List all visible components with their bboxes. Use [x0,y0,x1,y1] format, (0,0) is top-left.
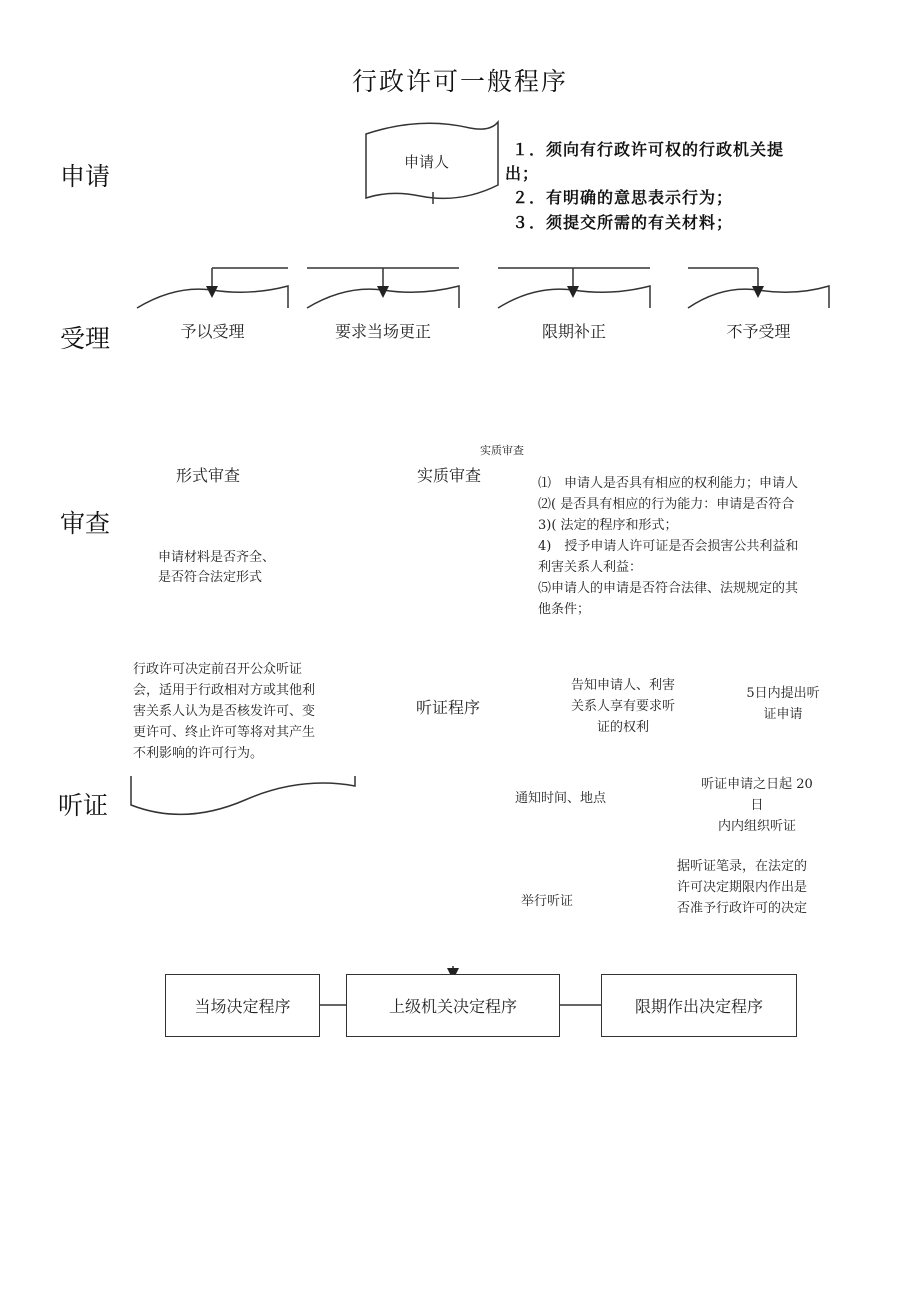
accept-option-2: 要求当场更正 [334,322,431,341]
substantive-item: 4) 授予申请人许可证是否会损害公共利益和 [538,539,799,554]
substantive-review-label: 实质审查 [417,466,482,485]
decision-label: 上级机关决定程序 [388,997,517,1016]
decision-box-onsite [165,974,320,1037]
notify-rights-line: 告知申请人、利害 [570,678,675,693]
substantive-item: ⑴ 申请人是否具有相应的权利能力；申请人 [538,476,799,491]
stage-review: 审查 [60,509,111,538]
accept-option-1: 予以受理 [180,322,245,341]
hold-hearing: 举行听证 [521,894,574,909]
substantive-review-small: 实质审查 [480,444,524,457]
stage-accept: 受理 [60,324,111,353]
substantive-review-items [538,473,868,620]
twenty-days-organize [686,774,828,837]
twenty-days-line: 听证申请之日起 20 [701,777,813,792]
accept-option-4: 不予受理 [726,322,791,341]
formal-review-desc-1: 申请材料是否齐全、 [158,550,276,565]
hearing-decision-line: 据听证笔录，在法定的 [677,859,808,874]
hearing-decision-line: 否准予行政许可的决定 [677,901,808,916]
notify-rights-line: 证的权利 [596,720,649,735]
substantive-item: ⑸申请人的申请是否符合法律、法规规定的其 [538,581,799,596]
accept-option-3: 限期补正 [541,322,606,341]
accept-wave-2 [307,268,459,308]
requirement-2: ２．有明确的意思表示行为； [512,188,734,207]
twenty-days-line: 内内组织听证 [717,819,796,834]
notify-time-place: 通知时间、地点 [515,791,607,806]
hearing-decision-line: 许可决定期限内作出是 [677,880,808,895]
hearing-desc-line: 不利影响的许可行为。 [133,746,264,761]
requirement-1b: 出； [505,164,540,183]
hearing-desc-line: 害关系人认为是否核发许可、变 [133,704,316,719]
notify-rights [552,675,694,738]
stage-apply: 申请 [60,162,111,191]
hearing-desc-line: 会，适用于行政相对方或其他利 [133,683,316,698]
applicant-label: 申请人 [404,153,450,171]
decision-box-superior [346,974,560,1037]
five-days-apply [728,683,838,725]
hearing-description [133,659,363,764]
five-days-line: 5日内提出听 [746,686,820,701]
hearing-desc-line: 更许可、终止许可等将对其产生 [133,725,316,740]
twenty-days-line: 日 [750,798,764,813]
substantive-item: 利害关系人利益： [538,560,643,575]
hearing-decision [677,856,847,919]
accept-wave-3 [498,268,650,308]
requirement-3: ３．须提交所需的有关材料； [512,213,734,232]
notify-rights-line: 关系人享有要求听 [570,699,675,714]
five-days-line: 证申请 [763,707,803,722]
formal-review-desc-2: 是否符合法定形式 [158,570,263,585]
decision-box-deadline [601,974,797,1037]
hearing-desc-line: 行政许可决定前召开公众听证 [133,662,303,677]
substantive-item: ⑵( 是否具有相应的行为能力：申请是否符合 [538,497,795,512]
requirement-1a: １．须向有行政许可权的行政机关提 [512,140,785,159]
accept-wave-1 [137,268,288,308]
decision-label: 限期作出决定程序 [634,997,763,1016]
stage-hearing: 听证 [58,791,109,820]
hearing-procedure-label: 听证程序 [416,698,481,717]
hearing-wave [131,776,355,814]
formal-review-label: 形式审查 [176,466,241,485]
substantive-item: 3)( 法定的程序和形式； [538,518,678,533]
decision-label: 当场决定程序 [194,997,291,1016]
accept-wave-4 [688,268,829,308]
substantive-item: 他条件； [538,602,591,617]
page-title: 行政许可一般程序 [351,67,568,96]
